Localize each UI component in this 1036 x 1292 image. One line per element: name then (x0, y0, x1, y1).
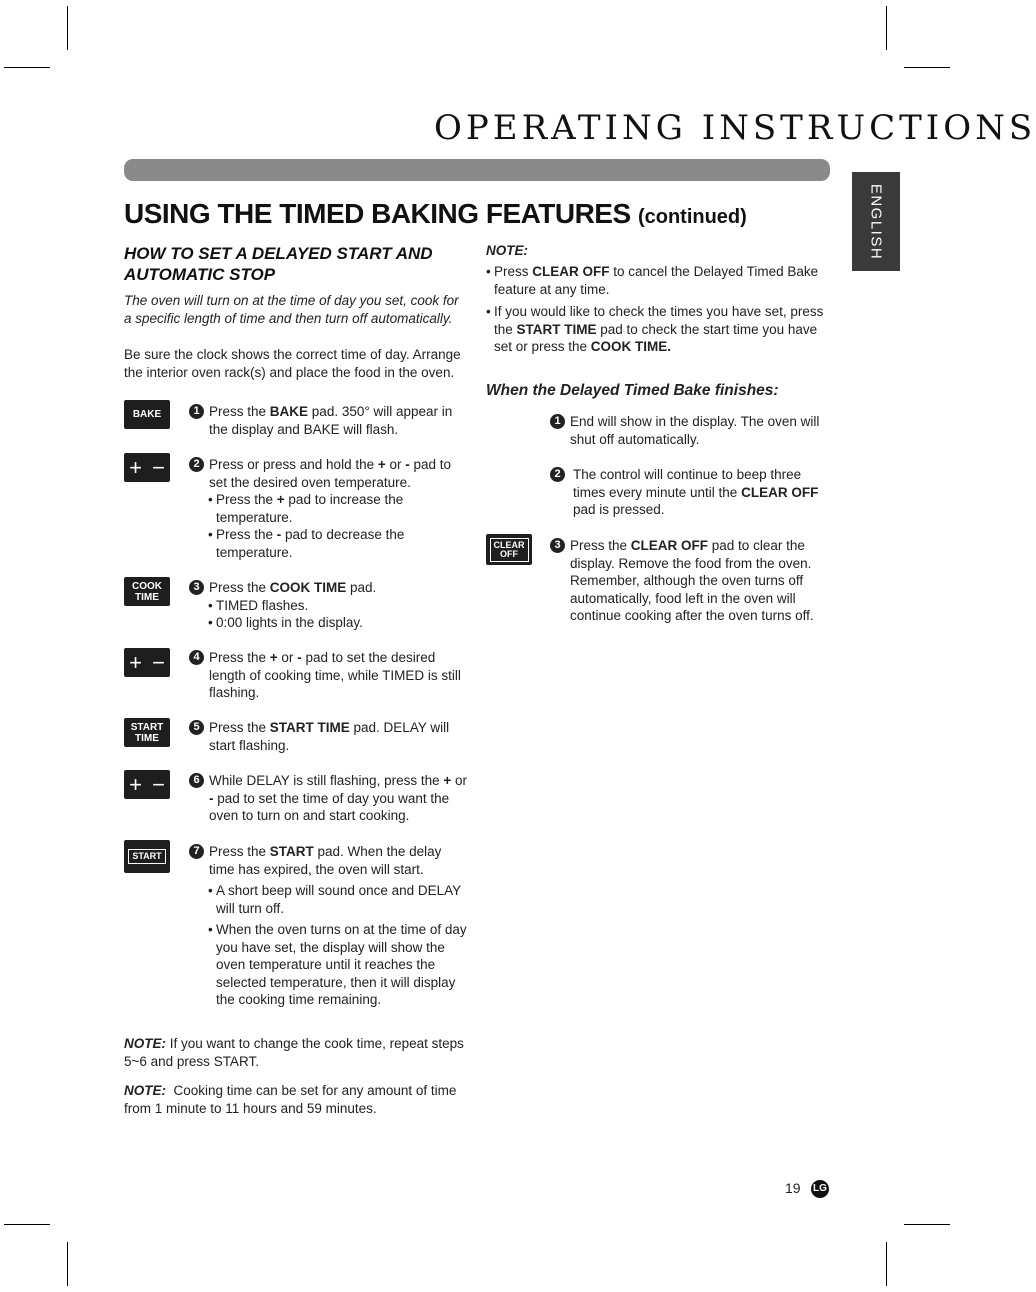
note-text: Cooking time can be set for any amount of time from 1 minute to 11 hours and 59 minutes. (124, 1083, 461, 1116)
text-run: pad to check the start time you have set or press the (494, 321, 818, 354)
crop-mark (886, 1242, 887, 1286)
step-number: 5 (189, 720, 204, 735)
bake-pad-icon (124, 400, 170, 429)
finish-heading: When the Delayed Timed Bake finishes: (486, 382, 779, 399)
text-run: Press the (209, 720, 270, 735)
finish-step-3 (550, 537, 822, 625)
pad-name: + (377, 457, 386, 472)
right-note-label: NOTE: (486, 243, 528, 258)
text-run: pad to decrease the temperature. (216, 527, 405, 560)
clear-word: CLEAR (493, 539, 525, 550)
crop-mark (886, 6, 887, 50)
step-text (209, 403, 469, 438)
intro-text: The oven will turn on at the time of day you set, cook for a specific length of time and then turn off automatically. (124, 293, 459, 326)
off-word: OFF (500, 548, 518, 559)
pad-name: + (269, 650, 278, 665)
bake-pad-label: BAKE (132, 409, 162, 420)
pad-name: - (209, 790, 214, 806)
text-run: pad to set the desired length of cooking time, while TIMED is still flashing. (209, 650, 461, 700)
step-2 (189, 456, 469, 561)
note-label: NOTE: (124, 1036, 166, 1051)
note-bullet (486, 263, 830, 298)
pad-name: START TIME (516, 321, 597, 337)
step-number: 4 (189, 650, 204, 665)
step-1 (189, 403, 469, 438)
page-number: 19 (785, 1180, 801, 1196)
plus-label: + (129, 771, 142, 797)
step-5 (189, 719, 469, 754)
prep-text: Be sure the clock shows the correct time of day. Arrange the interior oven rack(s) and place the food in the oven. (124, 347, 461, 380)
pad-name: - (297, 650, 302, 665)
cook-time-pad-icon (124, 577, 170, 606)
text-run: or (277, 650, 298, 665)
subheading: HOW TO SET A DELAYED START AND AUTOMATIC STOP (124, 244, 433, 284)
pad-name: COOK TIME. (590, 339, 672, 354)
crop-mark (4, 67, 50, 68)
plus-minus-pad-icon (124, 770, 170, 799)
start-time-pad-label (131, 722, 164, 744)
step-text (209, 843, 469, 878)
note-text: If you want to change the cook time, repeat steps 5~6 and press START. (124, 1036, 464, 1069)
step-bullet (216, 491, 469, 526)
step-number: 6 (189, 773, 204, 788)
step-bullet: • 0:00 lights in the display. (216, 614, 469, 632)
text-run: or (385, 457, 406, 472)
crop-mark (4, 1224, 50, 1225)
step-text (209, 772, 469, 825)
crop-mark (904, 67, 950, 68)
step-text (209, 456, 469, 491)
cook-time-pad-label (132, 581, 162, 603)
note-label: NOTE: (124, 1083, 166, 1098)
pad-name: CLEAR OFF (741, 484, 819, 500)
step-number: 7 (189, 844, 204, 859)
section-title (124, 198, 747, 230)
section-title-text: USING THE TIMED BAKING FEATURES (124, 198, 631, 229)
plus-label: + (129, 649, 142, 675)
step-number: 1 (550, 414, 565, 429)
step-text (209, 579, 469, 597)
step-bullet: • TIMED flashes. (216, 597, 469, 615)
text-run: to cancel the Delayed Timed Bake feature at any time. (494, 264, 819, 297)
text-run: Press the (570, 538, 631, 553)
pad-name: BAKE (269, 404, 309, 419)
step-text: End will show in the display. The oven will shut off automatically. (570, 414, 820, 447)
text-run: Press the (216, 492, 277, 507)
section-title-suffix: (continued) (637, 206, 747, 228)
start-pad-label: START (128, 849, 165, 864)
step-4 (189, 649, 469, 702)
text-run: Press the (209, 844, 270, 859)
text-run: pad. 350° will appear in the display and BAKE will flash. (209, 404, 453, 437)
note-bullet (486, 303, 830, 356)
text-run: Press (494, 264, 533, 279)
step-text (209, 719, 469, 754)
text-run: pad. (346, 580, 377, 595)
text-run: The control will continue to beep three times every minute until the (573, 467, 802, 500)
clear-off-pad-label (490, 538, 529, 562)
text-run: pad. When the delay time has expired, the oven will start. (209, 844, 442, 877)
step-text (573, 466, 822, 519)
cook-word: COOK (132, 580, 162, 592)
step-number: 3 (550, 538, 565, 553)
step-text (570, 537, 822, 625)
pad-name: - (276, 527, 282, 542)
text-run: Press the (209, 650, 270, 665)
start-word: START (130, 721, 164, 733)
finish-step-1 (550, 413, 822, 448)
text-run: Press the (209, 580, 270, 595)
note-time-range (124, 1082, 469, 1117)
plus-minus-pad-icon (124, 648, 170, 677)
text-run: Press or press and hold the (209, 457, 378, 472)
pad-name: START TIME (269, 720, 350, 735)
text-run: While DELAY is still flashing, press the (209, 773, 444, 788)
text-run: pad to set the desired oven temperature. (209, 457, 452, 490)
step-bullet: • A short beep will sound once and DELAY will turn off. (216, 882, 469, 917)
pad-name: - (405, 457, 410, 472)
step-number: 1 (189, 404, 204, 419)
note-cook-time (124, 1035, 469, 1070)
pad-name: + (443, 773, 452, 788)
crop-mark (904, 1224, 950, 1225)
crop-mark (67, 1242, 68, 1286)
step-number: 3 (189, 580, 204, 595)
step-number: 2 (189, 457, 204, 472)
language-tab-label: ENGLISH (867, 183, 885, 260)
time-word: TIME (135, 732, 159, 744)
crop-mark (67, 6, 68, 50)
start-time-pad-icon (124, 718, 170, 747)
step-3 (189, 579, 469, 632)
pad-name: COOK TIME (269, 580, 347, 595)
minus-label: − (152, 649, 165, 675)
pad-name: CLEAR OFF (630, 538, 709, 553)
step-bullet: • When the oven turns on at the time of day you have set, the display will show the oven temperature until it reaches the selected temperature, then it will display the cooking time remaining. (216, 921, 469, 1009)
header-bar (124, 159, 830, 181)
finish-step-2 (550, 466, 822, 519)
text-run: pad. DELAY will start flashing. (209, 720, 450, 753)
lg-logo-icon: LG (811, 1180, 829, 1198)
pad-name: + (276, 492, 285, 507)
plus-minus-pad-icon (124, 453, 170, 482)
step-text (209, 649, 469, 702)
step-bullet (216, 526, 469, 561)
minus-label: − (152, 454, 165, 480)
text-run: or (451, 773, 468, 788)
page-header: OPERATING INSTRUCTIONS (434, 108, 1036, 148)
pad-name: START (269, 844, 314, 859)
text-run: pad to set the time of day you want the oven to turn on and start cooking. (209, 790, 450, 823)
step-7 (189, 843, 469, 1009)
text-run: If you would like to check the times you have set, press the (494, 304, 824, 337)
text-run: Press the (216, 527, 277, 542)
start-pad-icon (124, 840, 170, 873)
minus-label: − (152, 771, 165, 797)
plus-label: + (129, 454, 142, 480)
step-6 (189, 772, 469, 825)
text-run: pad to increase the temperature. (216, 492, 404, 525)
clear-off-pad-icon (486, 534, 532, 565)
text-run: pad is pressed. (573, 502, 665, 517)
pad-name: CLEAR OFF (532, 264, 610, 279)
time-word: TIME (135, 591, 159, 603)
step-number: 2 (550, 467, 565, 482)
language-tab (852, 172, 900, 271)
text-run: Press the (209, 404, 270, 419)
text-run: pad to clear the display. Remove the food from the oven. Remember, although the oven turns off automatically, food left in the oven will continue cooking after the oven turns off. (570, 538, 814, 623)
